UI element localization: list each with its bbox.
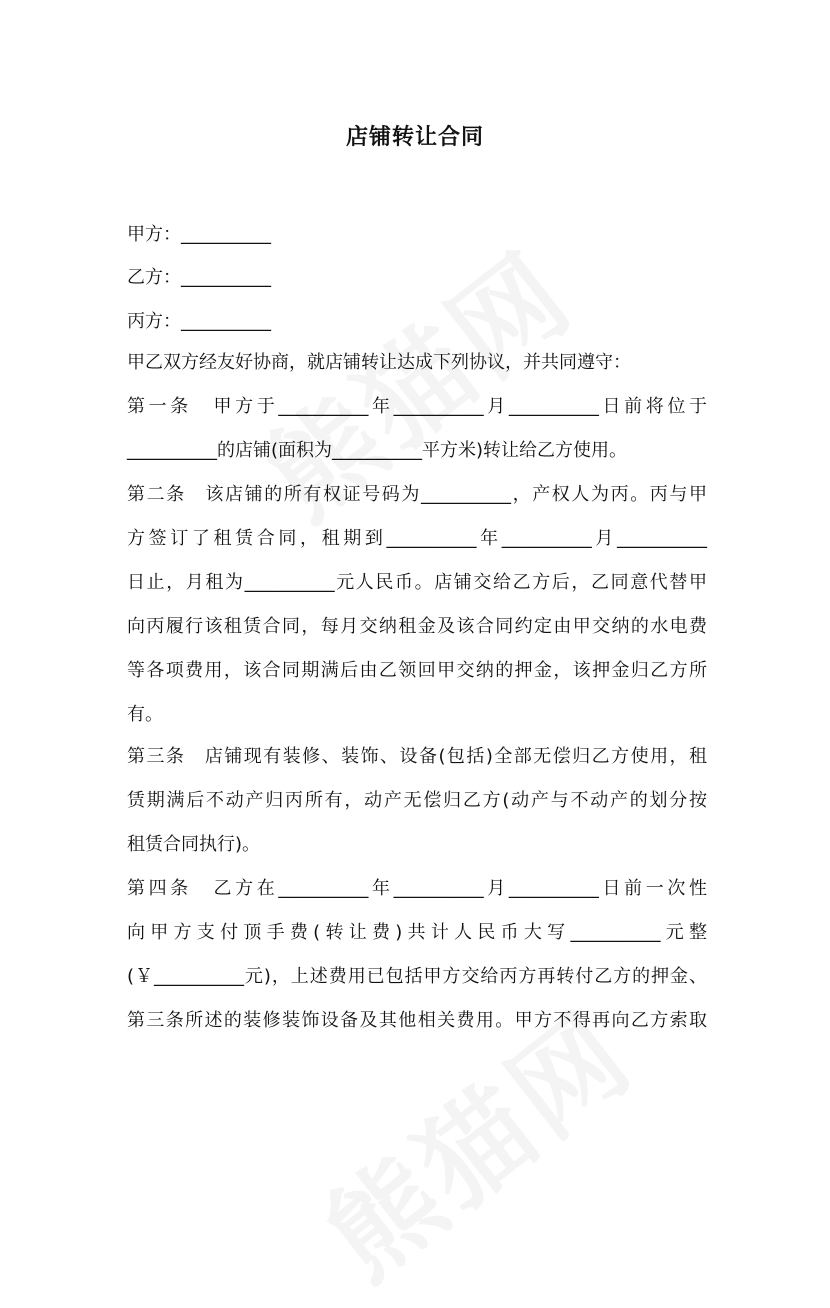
article-2-line: 等各项费用，该合同期满后由乙领回甲交纳的押金，该押金归乙方所 — [127, 660, 707, 681]
article-2-line: 方签订了租赁合同，租期到__________年__________月__________ — [127, 528, 707, 549]
article-3-line: 第三条 店铺现有装修、装饰、设备(包括)全部无偿归乙方使用，租 — [127, 746, 707, 767]
article-3-line: 租赁合同执行)。 — [127, 834, 261, 855]
party-b-line: 乙方：__________ — [127, 267, 271, 288]
party-c-line: 丙方：__________ — [127, 311, 271, 332]
article-4-line: 第四条 乙方在__________年__________月__________日前一次性 — [127, 878, 707, 899]
article-1-line: __________的店铺(面积为__________平方米)转让给乙方使用。 — [127, 440, 628, 461]
party-a-line: 甲方：__________ — [127, 224, 271, 245]
article-4-line: 第三条所述的装修装饰设备及其他相关费用。甲方不得再向乙方索取 — [127, 1010, 707, 1031]
preamble-line: 甲乙双方经友好协商，就店铺转让达成下列协议，并共同遵守： — [127, 352, 631, 373]
article-3-line: 赁期满后不动产归丙所有，动产无偿归乙方(动产与不动产的划分按 — [127, 790, 707, 811]
article-2-line: 向丙履行该租赁合同，每月交纳租金及该合同约定由甲交纳的水电费 — [127, 616, 707, 637]
article-2-line: 日止，月租为__________元人民币。店铺交给乙方后，乙同意代替甲 — [127, 572, 707, 593]
article-2-line: 第二条 该店铺的所有权证号码为__________，产权人为丙。丙与甲 — [127, 484, 707, 505]
article-1-line: 第一条 甲方于__________年__________月__________日前将位于 — [127, 396, 707, 417]
article-4-line: 向甲方支付顶手费(转让费)共计人民币大写__________元整 — [127, 922, 707, 943]
document-title: 店铺转让合同 — [345, 125, 484, 150]
article-2-line: 有。 — [127, 704, 163, 725]
article-4-line: (￥__________元)，上述费用已包括甲方交给丙方再转付乙方的押金、 — [127, 966, 707, 987]
